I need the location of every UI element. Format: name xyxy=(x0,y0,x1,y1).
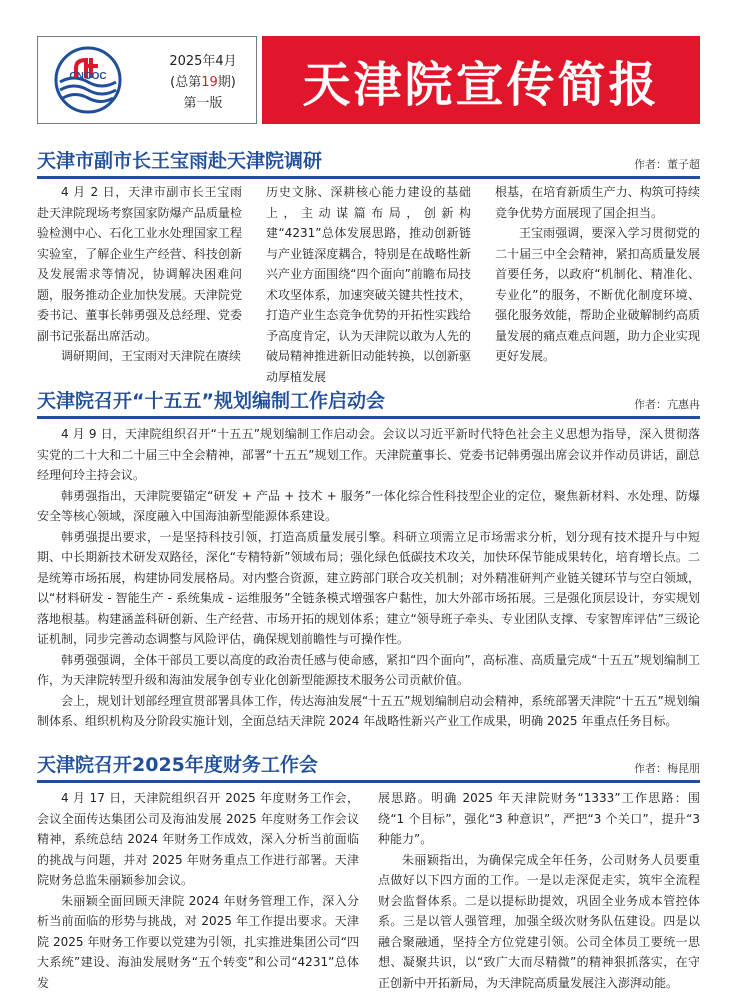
article-author: 作者：董子超 xyxy=(634,158,700,171)
article-2-header xyxy=(37,388,700,419)
article-2-body xyxy=(37,424,700,732)
article-column xyxy=(37,182,242,387)
article-title: 天津院召开2025年度财务工作会 xyxy=(37,754,318,776)
paragraph: 调研期间，王宝雨对天津院在赓续 xyxy=(61,349,242,363)
paragraph: 朱丽颖指出，为确保完成全年任务，公司财务人员要重点做好以下四方面的工作。一是以走深促走实，筑牢全流程财会监督体系。二是以提标助提效，巩固全业务成本管控体系。三是以管人强管理，加强全级次财务队伍建设。四是以融合聚融通，坚持全方位党建引领。公司全体员工要统一思想、凝聚共识，以“致广大而尽精微”的精神狠抓落实，在守正创新中开拓新局，为天津院高质量发展注入澎湃动能。 xyxy=(378,852,700,990)
paragraph: 根基，在培育新质生产力、构筑可持续竞争优势方面展现了国企担当。 xyxy=(495,185,700,220)
edition-info xyxy=(156,51,250,114)
issue-date: 2025年4月 xyxy=(169,54,237,69)
paragraph: 4 月 9 日，天津院组织召开“十五五”规划编制工作启动会。会议以习近平新时代特色社会主义思想为指导，深入贯彻落实党的二十大和二十届三中全会精神，部署“十五五”规划工作。天津院董事长、党委书记韩勇强出席会议并作动员讲话，副总经理何玲主持会议。 xyxy=(37,427,700,482)
article-column xyxy=(266,182,471,387)
article-column xyxy=(378,788,700,993)
paragraph: 4 月 17 日，天津院组织召开 2025 年度财务工作会，会议全面传达集团公司及海油发展 2025 年度财务工作会议精神，系统总结 2024 年财务工作成效，深入分析当前面临的挑战与问题，并对 2025 年财务重点工作进行部署。天津院财务总监朱丽颖参加会议。 xyxy=(37,791,359,887)
article-author: 作者：亢惠冉 xyxy=(634,398,700,411)
cnooc-logo-icon xyxy=(54,46,122,114)
paragraph: 会上，规划计划部经理宣贯部署具体工作，传达海油发展“十五五”规划编制启动会精神，系统部署天津院“十五五”规划编制体系、组织机构及分阶段实施计划，全面总结天津院 2024 年战略性新兴产业工作成果，明确 2025 年重点任务目标。 xyxy=(37,693,700,728)
paragraph: 韩勇强指出，天津院要锚定“研发 + 产品 + 技术 + 服务”一体化综合性科技型企业的定位，聚焦新材料、水处理、防爆安全等核心领域，深度融入中国海油新型能源体系建设。 xyxy=(37,488,700,523)
svg-text:CNOOC: CNOOC xyxy=(69,71,107,82)
issue-number-line: (总第19期) xyxy=(170,75,236,90)
paragraph: 王宝雨强调，要深入学习贯彻党的二十届三中全会精神，紧扣高质量发展首要任务，以政府“机制化、精准化、专业化”的服务，不断优化制度环境、强化服务效能，帮助企业破解制约高质量发展的痛点难点问题，助力企业实现更好发展。 xyxy=(495,226,700,363)
article-title: 天津市副市长王宝雨赴天津院调研 xyxy=(37,150,323,172)
masthead-info-box xyxy=(37,36,257,124)
article-3-header xyxy=(37,752,700,783)
article-column xyxy=(37,788,359,993)
newsletter-title: 天津院宣传简报 xyxy=(302,56,660,113)
article-author: 作者：梅昆朋 xyxy=(634,762,700,775)
article-title: 天津院召开“十五五”规划编制工作启动会 xyxy=(37,390,385,412)
paragraph: 展思路。明确 2025 年天津院财务“1333”工作思路：围绕“1 个目标”，强化“3 种意识”，严把“3 个关口”，提升“3 种能力”。 xyxy=(378,791,700,846)
issue-number: 19 xyxy=(201,75,218,90)
paragraph: 朱丽颖全面回顾天津院 2024 年财务管理工作，深入分析当前面临的形势与挑战，对 2025 年工作提出要求。天津院 2025 年财务工作要以党建为引领，扎实推进集团公司“四大系统”建设、海油发展财务“五个转变”和公司“4231”总体发 xyxy=(37,893,359,990)
edition-label: 第一版 xyxy=(183,96,223,111)
paragraph: 4 月 2 日，天津市副市长王宝雨赴天津院现场考察国家防爆产品质量检验检测中心、石化工业水处理国家工程实验室，了解企业生产经营、科技创新及发展需求等情况，协调解决困难问题，服务推动企业加快发展。天津院党委书记、董事长韩勇强及总经理、党委副书记张磊出席活动。 xyxy=(37,185,242,343)
article-column xyxy=(495,182,700,387)
paragraph: 历史文脉、深耕核心能力建设的基础上，主动谋篇布局，创新构建“4231”总体发展思路，推动创新链与产业链深度耦合，特别是在战略性新兴产业方面围绕“四个面向”前瞻布局技术攻坚体系，加速突破关键共性技术，打造产业生态竞争优势的开拓性实践给予高度肯定，认为天津院以敢为人先的破局精神推进新旧动能转换，以创新驱动厚植发展 xyxy=(266,185,471,384)
article-1-body xyxy=(37,182,700,387)
paragraph: 韩勇强提出要求，一是坚持科技引领，打造高质量发展引擎。科研立项需立足市场需求分析，划分现有技术提升与中短期、中长期新技术研发双路径，深化“专精特新”领域布局；强化绿色低碳技术攻关，加快环保节能成果转化，培育增长点。二是统筹市场拓展，构建协同发展格局。对内整合资源，建立跨部门联合攻关机制；对外精准研判产业链关键环节与空白领域，以“材料研发 - 智能生产 - 系统集成 - 运维服务”全链条模式增强客户黏性，加大外部市场拓展。三是强化顶层设计，夯实规划落地根基。构建涵盖科研创新、生产经营、市场开拓的规划体系；建立“领导班子牵头、专业团队支撑、专家智库评估”三级论证机制，同步完善动态调整与风险评估，确保规划前瞻性与可操作性。 xyxy=(37,529,700,646)
paragraph: 韩勇强强调，全体干部员工要以高度的政治责任感与使命感，紧扣“四个面向”，高标准、高质量完成“十五五”规划编制工作，为天津院转型升级和海油发展争创专业化创新型能源技术服务公司贡献价值。 xyxy=(37,652,700,687)
masthead-banner xyxy=(262,36,700,124)
article-1-header xyxy=(37,148,700,179)
article-3-body xyxy=(37,788,700,993)
